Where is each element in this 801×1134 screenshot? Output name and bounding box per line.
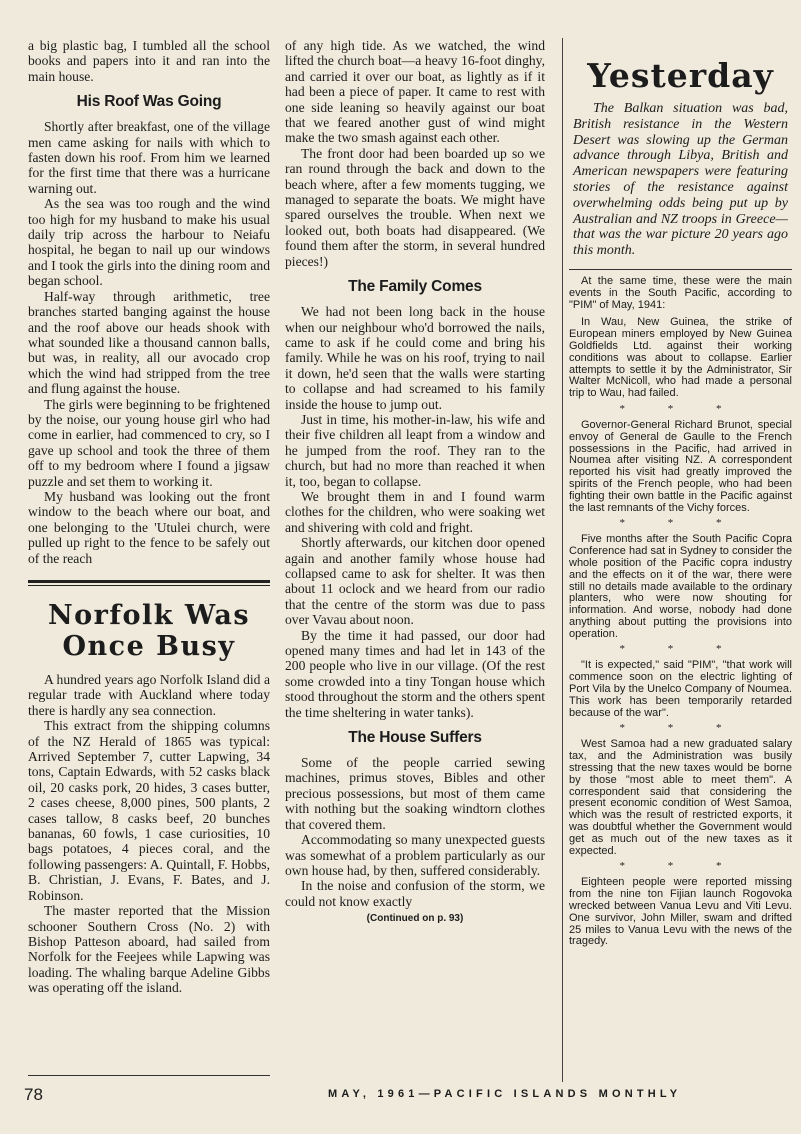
paragraph: The front door had been boarded up so we ran round through the back and down to the beach where, after a few moments tugging, we managed to separate the boats. We might have spared ourselves the trouble. When next we looked out, both boats had disappeared. (We found them after the storm, in several hundred pieces!) [285,145,545,269]
paragraph: of any high tide. As we watched, the wind lifted the church boat—a heavy 16-foot dinghy, and carried it over our boat, as lightly as if it had been a piece of paper. It came to rest with one side leaning so heavily against our boat that we feared another gust of wind might make the two smash against each other. [285,38,545,146]
column-middle [285,38,545,924]
subheading-family: The Family Comes [348,278,482,296]
separator-dots: * * * [619,402,742,415]
subheading-roof: His Roof Was Going [76,93,222,111]
running-head: MAY, 1961—PACIFIC ISLANDS MONTHLY [328,1088,682,1100]
news-item: "It is expected," said "PIM", "that work will commence soon on the electric lighting of Port Vila by the Unelco Company of Noumea. This work has been temporarily retarded because of the war". [569,659,792,719]
yesterday-box [562,38,792,1082]
yesterday-intro: The Balkan situation was bad, British resistance in the Western Desert was slowing up the German advance through Libya, British and American newspapers were featuring stories of the resistance against overwhelming odds being put up by Australian and NZ troops in Greece—that was the war picture 20 years ago this month. [573,101,788,259]
paragraph: A hundred years ago Norfolk Island did a regular trade with Auckland where today there is hardly any sea connection. [28,672,270,718]
separator-dots: * * * [619,860,742,873]
paragraph: We had not been long back in the house when our neighbour who'd borrowed the nails, came to ask if he could come and bring his family. While he was on his roof, trying to nail it down, he'd seen that the walls were starting to collapse and had screamed to his family inside the house to jump out. [285,304,545,412]
yesterday-headline: Yesterday [587,56,774,95]
news-item: At the same time, these were the main events in the South Pacific, according to "PIM" of May, 1941: [569,274,792,311]
paragraph: Just in time, his mother-in-law, his wife and their five children all leapt from a window and he jumped from the roof. They ran to the church, but had no more than reached it when it, too, began to collapse. [285,411,545,489]
paragraph: Accommodating so many unexpected guests was somewhat of a problem particularly as our own house had, by then, suffered considerably. [285,832,545,878]
page-footer [20,1085,801,1105]
news-item: In Wau, New Guinea, the strike of European miners employed by New Guinea Goldfields Ltd. against their working conditions was about to collapse. Earlier attempts to settle it by the Administrator, Sir Walter McNicoll, who had made a personal trip to Wau, had failed. [569,316,792,400]
separator-dots: * * * [619,643,742,656]
page-number: 78 [24,1085,43,1104]
paragraph: The master reported that the Mission schooner Southern Cross (No. 2) with Bishop Patteson aboard, had sailed from Norfolk for the Feejees while Lapwing was loading. The whaling barque Adeline Gibbs was operating off the island. [28,903,270,996]
paragraph: The girls were beginning to be frightened by the noise, our young house girl who had come in earlier, had commenced to cry, so I gave up school and took the three of them off to my bedroom where I found a jigsaw puzzle and set them to working it. [28,396,270,489]
article-continuation-text: a big plastic bag, I tumbled all the school books and papers into it and ran into the main house. [28,38,270,84]
separator-dots: * * * [619,722,742,735]
news-item: Five months after the South Pacific Copra Conference had sat in Sydney to consider the whole position of the Pacific copra industry and the effects on it of the war, there were still no details made available to the ordinary planters, who were now shouting for information. And worse, nobody had done anything about putting the provisions into operation. [569,533,792,640]
section-divider [28,580,270,586]
norfolk-headline [28,600,270,662]
separator-dots: * * * [619,517,742,530]
paragraph: We brought them in and I found warm clothes for the children, who were soaking wet and shivering with cold and fright. [285,488,545,535]
news-item: West Samoa had a new graduated salary tax, and the Administration was busily stressing that the new taxes would be borne by those "most able to meet them". A correspondent said that considering the present economic condition of West Samoa, which was the result of restricted exports, it was doubtful whether the Government would get as much out of the new taxes as it expected. [569,738,792,857]
continued-notice: (Continued on p. 93) [366,913,464,925]
subheading-house: The House Suffers [348,729,482,747]
news-item: Eighteen people were reported missing from the nine ton Fijian launch Rogovoka wrecked between Vanua Levu and Viti Levu. One survivor, John Miller, swam and drifted 25 miles to Vanua Levu with the news of the tragedy. [569,876,792,948]
paragraph: Shortly afterwards, our kitchen door opened again and another family whose house had collapsed came to ask for shelter. It was then about 11 oclock and we heard from our radio that the centre of the storm was due to pass over Vavau about noon. [285,535,545,628]
headline-line-1: Norfolk Was [47,600,251,631]
paragraph: This extract from the shipping columns of the NZ Herald of 1865 was typical: Arrived September 7, cutter Lapwing, 34 tons, Captain Edwards, with 52 casks black oil, 20 casks pork, 20 hides, 3 cases butter, 2 cases cheese, 8,000 pines, 500 plants, 2 cases tallow, 8 casks beef, 20 bunches bananas, 60 fowls, 1 case curiosities, 10 bags potatoes, 4 pieces coral, and the following passengers: A. Quintall, F. Hobbs, B. Christian, J. Evans, F. Bates, and J. Robinson. [28,718,270,903]
paragraph: Shortly after breakfast, one of the village men came asking for nails with which to fasten down his roof. From him we learned for the first time that there was a hurricane warning out. [28,119,270,196]
column-bottom-rule [28,1075,270,1076]
paragraph: In the noise and confusion of the storm, we could not know exactly [285,878,545,909]
column-left [28,38,270,996]
paragraph: My husband was looking out the front window to the beach where our boat, and one belonging to the 'Utulei church, were pulled up right to the fence to be safely out of the reach [28,488,270,566]
headline-line-2: Once Busy [62,631,236,662]
news-item: Governor-General Richard Brunot, special envoy of General de Gaulle to the French possessions in the Pacific, had arrived in Noumea after visiting NZ. A correspondent reported his visit had greatly improved the spirits of the French people, who had been fighting their own battle in the Pacific against the last remnants of the Vichy forces. [569,418,792,514]
divider [569,269,792,270]
paragraph: As the sea was too rough and the wind too high for my husband to make his usual daily trip across the harbour to Neiafu hospital, he began to nail up our windows and I took the girls into the dining room and began school. [28,196,270,289]
paragraph: Some of the people carried sewing machines, primus stoves, Bibles and other precious possessions, but most of them came with nothing but the soaking windtorn clothes that covered them. [285,755,545,832]
paragraph: By the time it had passed, our door had opened many times and had let in 143 of the 200 people who live in our village. (Of the rest some crowded into a tiny Tongan house which stood throughout the storm and the others spent the time sheltering in water tanks). [285,627,545,720]
paragraph: Half-way through arithmetic, tree branches started banging against the house and the roof above our heads shook with what sounded like a thousand cannon balls, but was, in reality, all our avocado crop which the wind had stripped from the tree and flung against the house. [28,288,270,397]
